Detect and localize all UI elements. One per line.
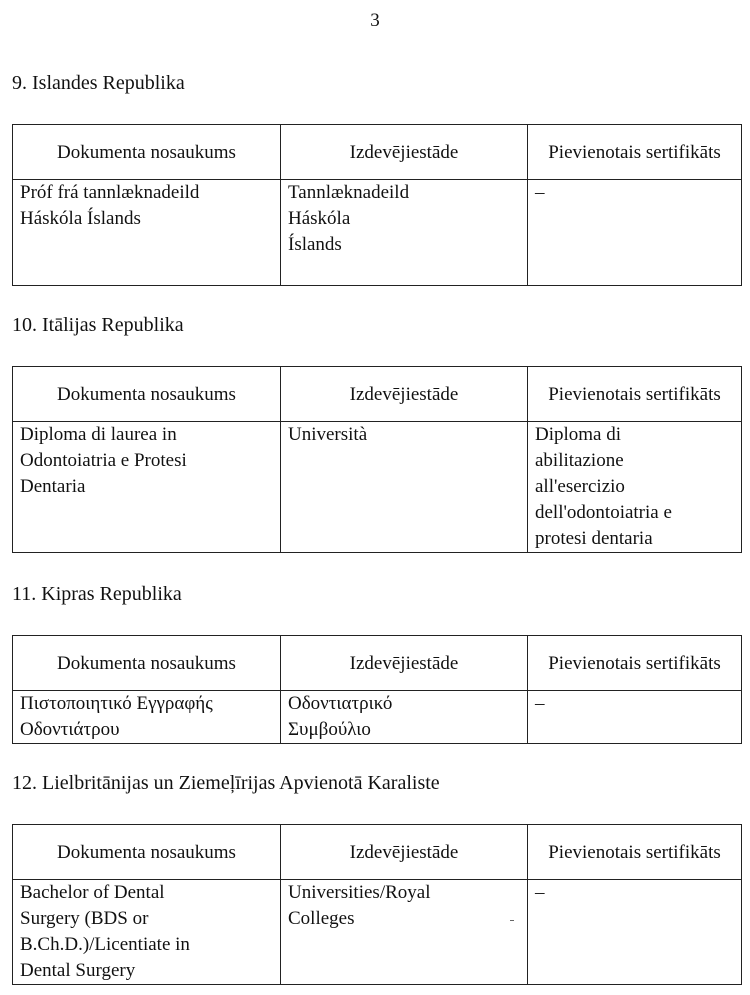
- cell-issuer: Tannlæknadeild Háskóla Íslands: [281, 180, 528, 286]
- column-header-issuer: Izdevējiestāde: [281, 636, 528, 691]
- column-header-certificate: Pievienotais sertifikāts: [528, 367, 742, 422]
- cell-issuer: Università: [281, 422, 528, 553]
- table-row: [13, 180, 742, 286]
- cell-issuer: Οδοντιατρικό Συμβούλιο: [281, 691, 528, 744]
- column-header-document-name: Dokumenta nosaukums: [13, 367, 281, 422]
- column-header-document-name: Dokumenta nosaukums: [13, 636, 281, 691]
- header-row: [13, 825, 742, 880]
- table-iceland: [12, 124, 742, 286]
- scan-speck: [510, 920, 514, 921]
- cell-document-name: Próf frá tannlæknadeild Háskóla Íslands: [13, 180, 281, 286]
- table-united-kingdom: [12, 824, 742, 985]
- table-cyprus: [12, 635, 742, 744]
- header-row: [13, 636, 742, 691]
- section-heading-italy: 10. Itālijas Republika: [12, 314, 184, 336]
- column-header-document-name: Dokumenta nosaukums: [13, 825, 281, 880]
- header-row: [13, 125, 742, 180]
- table-row: [13, 691, 742, 744]
- column-header-issuer: Izdevējiestāde: [281, 825, 528, 880]
- cell-issuer: Universities/Royal Colleges: [281, 880, 528, 985]
- column-header-issuer: Izdevējiestāde: [281, 367, 528, 422]
- table-italy: [12, 366, 742, 553]
- cell-certificate: –: [528, 691, 742, 744]
- cell-document-name: Bachelor of Dental Surgery (BDS or B.Ch.D.)/Licentiate in Dental Surgery: [13, 880, 281, 985]
- table-row: [13, 422, 742, 553]
- page-number: 3: [370, 10, 380, 31]
- column-header-certificate: Pievienotais sertifikāts: [528, 825, 742, 880]
- section-heading-cyprus: 11. Kipras Republika: [12, 583, 182, 605]
- cell-document-name: Πιστοποιητικό Εγγραφής Οδοντιάτρου: [13, 691, 281, 744]
- column-header-issuer: Izdevējiestāde: [281, 125, 528, 180]
- cell-certificate: –: [528, 180, 742, 286]
- cell-document-name: Diploma di laurea in Odontoiatria e Protesi Dentaria: [13, 422, 281, 553]
- column-header-certificate: Pievienotais sertifikāts: [528, 125, 742, 180]
- header-row: [13, 367, 742, 422]
- cell-certificate: Diploma di abilitazione all'esercizio dell'odontoiatria e protesi dentaria: [528, 422, 742, 553]
- section-heading-iceland: 9. Islandes Republika: [12, 72, 185, 94]
- table-row: [13, 880, 742, 985]
- cell-certificate: –: [528, 880, 742, 985]
- column-header-certificate: Pievienotais sertifikāts: [528, 636, 742, 691]
- column-header-document-name: Dokumenta nosaukums: [13, 125, 281, 180]
- section-heading-united-kingdom: 12. Lielbritānijas un Ziemeļīrijas Apvienotā Karaliste: [12, 772, 440, 794]
